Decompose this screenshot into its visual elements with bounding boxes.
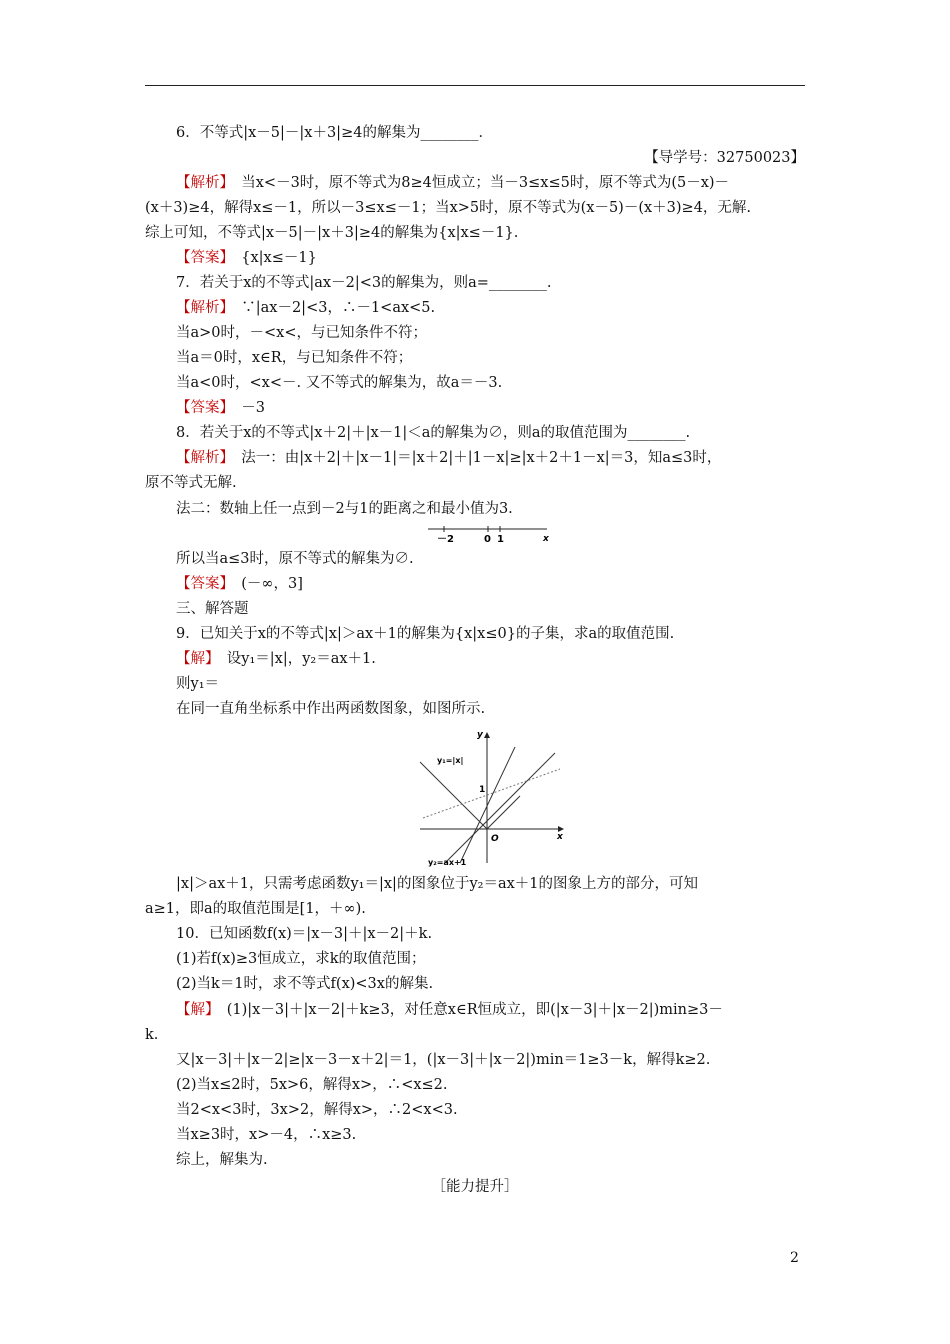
axis-label-x: x xyxy=(543,534,549,544)
solution-9-piecewise: 则y₁＝ xyxy=(176,676,220,692)
tick-label-1: 1 xyxy=(497,534,504,545)
graph-label-y: y xyxy=(477,730,483,740)
graph-y1-right xyxy=(487,796,520,829)
section-ability: ［能力提升］ xyxy=(431,1179,519,1195)
analysis-tag: 【解析】 xyxy=(176,300,227,316)
problem-10-part1: (1)若f(x)≥3恒成立，求k的取值范围； xyxy=(176,951,426,967)
tick-label-0: 0 xyxy=(484,534,491,545)
graph-label-x: x xyxy=(557,832,563,842)
graph-label-y1: y₁=|x| xyxy=(437,756,464,765)
analysis-8: 【解析】 法一：由|x＋2|＋|x－1|＝|x＋2|＋|1－x|≥|x＋2＋1－x|＝3，知a≤3时， xyxy=(176,450,722,466)
section-heading: 三、解答题 xyxy=(176,601,249,617)
solution-tag: 【解】 xyxy=(176,1002,213,1018)
answer-tag: 【答案】 xyxy=(176,400,227,416)
analysis-7-case2: 当a＝0时，x∈R，与已知条件不符； xyxy=(176,350,413,366)
problem-9: 9．已知关于x的不等式|x|＞ax＋1的解集为{x|x≤0}的子集，求a的取值范围. xyxy=(176,626,675,642)
problem-6: 6．不等式|x－5|－|x＋3|≥4的解集为________． xyxy=(176,125,493,141)
problem-10-part2: (2)当k＝1时，求不等式f(x)<3x的解集. xyxy=(176,976,434,992)
graph-y1-left xyxy=(420,762,487,829)
analysis-7: 【解析】 ∵|ax－2|<3，∴－1<ax<5. xyxy=(176,300,436,316)
analysis-7-case3: 当a<0时，<x<－. 又不等式的解集为，故a＝－3. xyxy=(176,375,503,391)
solution-10-case2: 当2<x<3时，3x>2，解得x>，∴2<x<3. xyxy=(176,1102,458,1118)
solution-10-case3: 当x≥3时，x>－4，∴x≥3. xyxy=(176,1127,357,1143)
answer-8: 【答案】 (－∞，3] xyxy=(176,576,303,592)
problem-8: 8．若关于x的不等式|x＋2|＋|x－1|＜a的解集为∅，则a的取值范围为________. xyxy=(176,425,691,441)
page-number: 2 xyxy=(790,1250,799,1266)
graph-label-origin: O xyxy=(491,834,499,844)
graph-y2-slope1 xyxy=(445,753,555,863)
solution-10-cont: k. xyxy=(145,1027,159,1043)
solution-10-case1: (2)当x≤2时，5x>6，解得x>，∴<x≤2. xyxy=(176,1077,448,1093)
solution-10-conclusion: 综上，解集为. xyxy=(176,1152,268,1168)
number-line xyxy=(425,524,560,546)
solution-10: 【解】 (1)|x－3|＋|x－2|＋k≥3，对任意x∈R恒成立，即(|x－3|＋|x－2|)min≥3－ xyxy=(176,1002,723,1018)
graph-label-one: 1 xyxy=(479,785,486,795)
header-rule xyxy=(145,85,805,86)
guide-number: 【导学号：32750023】 xyxy=(644,150,805,166)
analysis-8-cont: 原不等式无解. xyxy=(145,475,237,491)
answer-tag: 【答案】 xyxy=(176,576,227,592)
function-graph xyxy=(415,725,575,870)
problem-7: 7．若关于x的不等式|ax－2|<3的解集为，则a=________. xyxy=(176,275,552,291)
analysis-6: 【解析】 当x<－3时，原不等式为8≥4恒成立；当－3≤x≤5时，原不等式为(5－x)－ xyxy=(176,175,730,191)
tick-label-neg2: －2 xyxy=(437,534,454,545)
solution-9-conclusion: a≥1，即a的取值范围是[1，＋∞). xyxy=(145,901,366,917)
graph-label-y2: y₂=ax+1 xyxy=(428,858,467,867)
analysis-6-conclusion: 综上可知，不等式|x－5|－|x＋3|≥4的解集为{x|x≤－1}. xyxy=(145,225,519,241)
analysis-8-conclusion: 所以当a≤3时，原不等式的解集为∅. xyxy=(176,551,414,567)
solution-9-reasoning: |x|＞ax＋1，只需考虑函数y₁＝|x|的图象位于y₂＝ax＋1的图象上方的部分，可知 xyxy=(176,876,698,892)
solution-9: 【解】 设y₁＝|x|，y₂＝ax＋1. xyxy=(176,651,376,667)
analysis-tag: 【解析】 xyxy=(176,450,227,466)
analysis-8-method2: 法二：数轴上任一点到－2与1的距离之和最小值为3. xyxy=(176,501,513,517)
solution-tag: 【解】 xyxy=(176,651,213,667)
analysis-6-cont: (x＋3)≥4，解得x≤－1，所以－3≤x≤－1；当x>5时，原不等式为(x－5)－(x＋3)≥4，无解. xyxy=(145,200,752,216)
analysis-tag: 【解析】 xyxy=(176,175,227,191)
graph-y2-dotted xyxy=(423,769,560,818)
answer-6: 【答案】 {x|x≤－1} xyxy=(176,250,317,266)
solution-9-graph-intro: 在同一直角坐标系中作出两函数图象，如图所示. xyxy=(176,701,486,717)
problem-10: 10．已知函数f(x)＝|x－3|＋|x－2|＋k. xyxy=(176,926,433,942)
analysis-7-case1: 当a>0时，－<x<，与已知条件不符； xyxy=(176,325,427,341)
answer-tag: 【答案】 xyxy=(176,250,227,266)
answer-7: 【答案】 －3 xyxy=(176,400,265,416)
solution-10-min: 又|x－3|＋|x－2|≥|x－3－x＋2|＝1，(|x－3|＋|x－2|)min＝1≥3－k，解得k≥2. xyxy=(176,1052,711,1068)
